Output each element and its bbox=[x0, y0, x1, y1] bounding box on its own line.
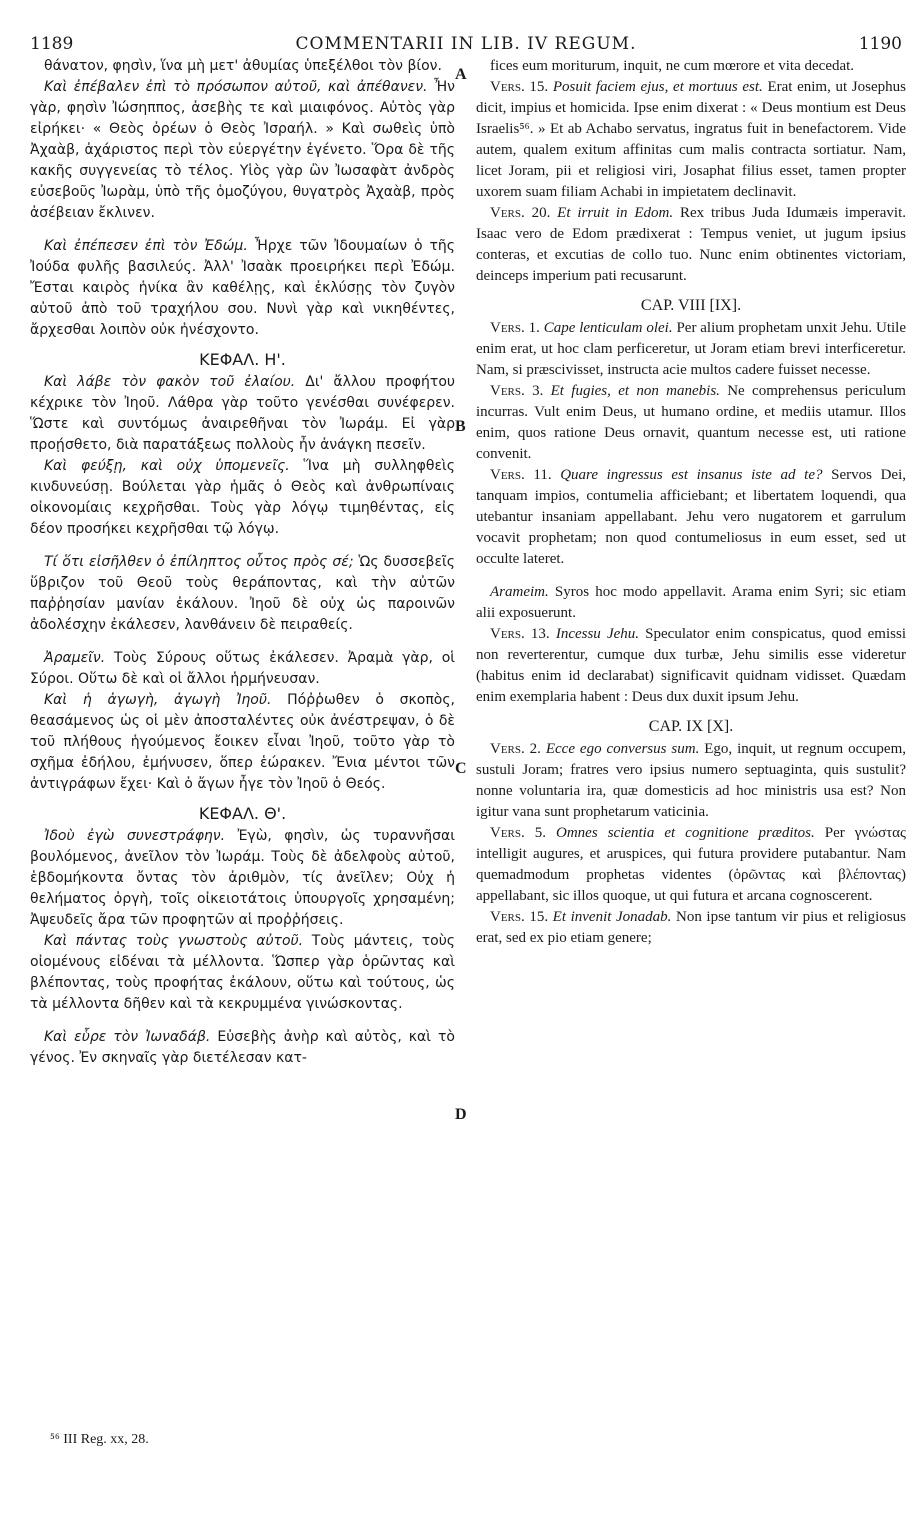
commentary-paragraph bbox=[476, 624, 906, 708]
commentary-paragraph bbox=[30, 1027, 455, 1069]
lemma: Posuit faciem ejus, et mortuus est. bbox=[548, 79, 763, 95]
commentary-paragraph bbox=[476, 56, 906, 77]
paragraph-text: Per alium prophetam unxit Jehu. Utile enim erat, ut hoc clam perficeretur, ut Joram etiam brevi interficeretur. Nam, si præscivisset, instructa acie multos cadere fuisset necesse. bbox=[476, 320, 907, 378]
chapter-heading bbox=[30, 803, 455, 824]
verse-number: Vers. 3. bbox=[490, 383, 544, 399]
commentary-paragraph bbox=[30, 690, 455, 795]
verse-number: Vers. 15. bbox=[490, 909, 549, 925]
commentary-paragraph bbox=[476, 582, 906, 624]
paragraph-text: Per γνώστας intelligit augures, et aruspices, qui futura providere putabantur. Nam quemadmodum prophetas videntes (ὁρῶντας καὶ βλέποντας) appellabant, sic illos quoque, ut qui futura et arcana cognoscerent. bbox=[476, 825, 906, 904]
lemma: Καὶ φεύξῃ, καὶ οὐχ ὑπομενεῖς. bbox=[44, 458, 290, 474]
paragraph-text: CAP. VIII [IX]. bbox=[640, 297, 742, 314]
lemma: Ἰδοὺ ἐγὼ συνεστράφην. bbox=[44, 828, 226, 844]
paragraph-text: Ἦν γὰρ, φησὶν Ἰώσηππος, ἀσεβὴς τε καὶ μιαιφόνος. Αὐτὸς γὰρ εἰρήκει· « Θεὸς ὀρέων ὁ Θεὸς Ἰσραήλ. » Καὶ σωθεὶς ὑπὸ Ἀχαὰβ, ἀχάριστος περὶ τὸν εὐεργέτην ἐγένετο. Ὅρα δὲ τῆς κακῆς συγγενείας τὸ τέλος. Υἱὸς γὰρ ὢν Ἰωσαφὰτ ἀνδρὸς εὐσεβοῦς Ἰωρὰμ, ὑπὸ τῆς ὁμοζύγου, θυγατρὸς Ἀχαὰβ, πρὸς ἀσέβειαν ἔκλινεν. bbox=[30, 79, 456, 221]
verse-number: Vers. 13. bbox=[490, 626, 550, 642]
paragraph-text: Ἐγὼ, φησὶν, ὡς τυραννῆσαι βουλόμενος, ἀνεῖλον τὸν Ἰωράμ. Τοὺς δὲ ἀδελφοὺς αὐτοῦ, ἑβδομήκοντα ὄντας τὸν ἀριθμὸν, τίς ἀνεῖλεν; Οὐχ ἡ θελήματος ὀργὴ, τοῖς οἰκειοτάτοις ὑπουργοῖς χρησαμένη; Ἀψευδεῖς ἄρα τῶν προφητῶν αἱ προῤῥήσεις. bbox=[30, 828, 455, 928]
commentary-paragraph bbox=[30, 56, 455, 77]
chapter-heading bbox=[476, 716, 906, 737]
margin-marker-b: B bbox=[455, 418, 466, 435]
lemma: Ecce ego conversus sum. bbox=[540, 741, 700, 757]
paragraph-text: θάνατον, φησὶν, ἵνα μὴ μετ' ἀθυμίας ὑπεξέλθοι τὸν βίον. bbox=[44, 58, 442, 74]
paragraph-text: Rex tribus Juda Idumæis imperavit. Isaac vero de Edom prædixerat : Tempus veniet, ut jugum ipsius conteras, et excutias de collo tuo. Nunc enim obtinentes victoriam, deinceps imperium pati recusarunt. bbox=[476, 205, 907, 284]
verse-number: Vers. 11. bbox=[490, 467, 552, 483]
paragraph-text: ΚΕΦΑΛ. Θ'. bbox=[198, 804, 287, 823]
page-number-left: 1189 bbox=[30, 34, 74, 54]
commentary-paragraph bbox=[476, 907, 906, 949]
paragraph-text: Ne comprehensus periculum incurras. Vult enim Deus, ut humano ordine, et mediis utamur. Illos enim, quos ratione Deus ornavit, quantum necesse est, uti ratione convenit. bbox=[476, 383, 906, 462]
lemma: Arameim. bbox=[490, 584, 549, 600]
paragraph-text: ΚΕΦΑΛ. Η'. bbox=[199, 350, 286, 369]
commentary-paragraph bbox=[476, 203, 906, 287]
paragraph-text: Ἦρχε τῶν Ἰδουμαίων ὁ τῆς Ἰούδα φυλῆς βασιλεύς. Ἀλλ' Ἰσαὰκ προειρήκει περὶ Ἐδώμ. Ἔσται καιρὸς ἡνίκα ἂν καθέλῃς, καὶ ἐκλύσῃς τὸν ζυγὸν αὐτοῦ ἀπὸ τοῦ τραχήλου σου. Νυνὶ γὰρ καὶ νικηθέντες, ἄρχεσθαι λοιπὸν οὐκ ἠνέσχοντο. bbox=[30, 238, 455, 338]
footnote: ⁵⁶ III Reg. xx, 28. bbox=[50, 1432, 149, 1447]
commentary-paragraph bbox=[30, 648, 455, 690]
verse-number: Vers. 5. bbox=[490, 825, 547, 841]
lemma: Ἀραμεῖν. bbox=[44, 650, 106, 666]
latin-column bbox=[476, 56, 906, 949]
commentary-paragraph bbox=[30, 552, 455, 636]
paragraph-text: Δι' ἄλλου προφήτου κέχρικε τὸν Ἰηοῦ. Λάθρα γὰρ τοῦτο γενέσθαι συνέφερεν. Ὥστε καὶ συντόμως ἀναιρεθῆναι τὸν Ἰωράμ. Εἰ γὰρ προῄσθετο, διὰ παρατάξεως πολλοὺς ἦν ἀνάγκη πεσεῖν. bbox=[30, 374, 455, 453]
page-number-right: 1190 bbox=[858, 34, 902, 54]
paragraph-text: Τοὺς Σύρους οὕτως ἐκάλεσεν. Ἀραμὰ γὰρ, οἱ Σύροι. Οὕτω δὲ καὶ οἱ ἄλλοι ἡρμήνευσαν. bbox=[30, 650, 455, 687]
lemma: Cape lenticulam olei. bbox=[539, 320, 673, 336]
commentary-paragraph bbox=[30, 931, 455, 1015]
lemma: Καὶ ἡ ἀγωγὴ, ἀγωγὴ Ἰηοῦ. bbox=[44, 692, 272, 708]
lemma: Καὶ ἐπέπεσεν ἐπὶ τὸν Ἐδώμ. bbox=[44, 238, 248, 254]
greek-column bbox=[30, 56, 455, 1069]
paragraph-text: fices eum moriturum, inquit, ne cum mœrore et vita decedat. bbox=[490, 58, 855, 74]
paragraph-text: Ἵνα μὴ συλληφθεὶς κινδυνεύσῃ. Βούλεται γὰρ ἡμᾶς ὁ Θεὸς καὶ ἀνθρωπίναις οἰκονομίαις κεχρῆσθαι. Τοὺς γὰρ λόγῳ τιμηθέντας, εἰς δέον προσήκει κεχρῆσθαι τῷ λόγῳ. bbox=[30, 458, 455, 537]
commentary-paragraph bbox=[476, 739, 906, 823]
verse-number: Vers. 2. bbox=[490, 741, 541, 757]
lemma: Incessu Jehu. bbox=[549, 626, 640, 642]
commentary-paragraph bbox=[476, 823, 906, 907]
paragraph-text: Syros hoc modo appellavit. Arama enim Syri; sic etiam alii exposuerunt. bbox=[476, 584, 906, 621]
lemma: Καὶ εὗρε τὸν Ἰωναδάβ. bbox=[44, 1029, 211, 1045]
lemma: Et invenit Jonadab. bbox=[548, 909, 672, 925]
lemma: Omnes scientia et cognitione præditos. bbox=[546, 825, 815, 841]
verse-number: Vers. 1. bbox=[490, 320, 540, 336]
lemma: Τί ὅτι εἰσῆλθεν ὁ ἐπίληπτος οὗτος πρὸς σέ; bbox=[44, 554, 354, 570]
running-title: COMMENTARII IN LIB. IV REGUM. bbox=[295, 34, 637, 54]
paragraph-text: Ὡς δυσσεβεῖς ὕβριζον τοῦ Θεοῦ τοὺς θεράποντας, καὶ τὴν αὐτῶν παῤῥησίαν μανίαν ἐκάλουν. Ἰηοῦ δὲ οὐχ ὡς παροινῶν ἀδολέσχην ἐκάλεσεν, λανθάνειν δὲ πειραθείς. bbox=[30, 554, 455, 633]
paragraph-text: CAP. IX [X]. bbox=[648, 718, 734, 735]
commentary-paragraph bbox=[30, 456, 455, 540]
commentary-paragraph bbox=[30, 826, 455, 931]
lemma: Et fugies, et non manebis. bbox=[543, 383, 720, 399]
margin-marker-d: D bbox=[455, 1106, 467, 1123]
paragraph-text: Speculator enim conspicatus, quod emissi non reverterentur, cumque dux turbæ, Jehu similis esse videretur (habitus enim id declarabat) significavit quidnam vidisset. Quædam enim exemplaria habent : Deus dux duxit ipsum Jehu. bbox=[476, 626, 906, 705]
paragraph-text: Non ipse tantum vir pius et religiosus erat, sed ex pio etiam genere; bbox=[476, 909, 906, 946]
chapter-heading bbox=[30, 349, 455, 370]
paragraph-text: Servos Dei, tanquam impios, contumelia afficiebant; et libertatem loquendi, qua utebantur insaniam appellabant. Jehu vero nugatorem et garrulum vocavit prophetam; non quod contumeliosus in eum esset, sed ut occulte lateret. bbox=[476, 467, 906, 567]
lemma: Καὶ ἐπέβαλεν ἐπὶ τὸ πρόσωπον αὐτοῦ, καὶ ἀπέθανεν. bbox=[44, 79, 428, 95]
verse-number: Vers. 15. bbox=[490, 79, 549, 95]
commentary-paragraph bbox=[476, 381, 906, 465]
paragraph-text: Τοὺς μάντεις, τοὺς οἰομένους εἰδέναι τὰ μέλλοντα. Ὥσπερ γὰρ ὁρῶντας καὶ βλέποντας, τοὺς προφήτας ἐκάλουν, οὕτω καὶ τούτους, ὡς τὰ μέλλοντα δῆθεν καὶ τὰ κεκρυμμένα γινώσκοντας. bbox=[30, 933, 456, 1012]
commentary-paragraph bbox=[30, 236, 455, 341]
commentary-paragraph bbox=[476, 465, 906, 570]
chapter-heading bbox=[476, 295, 906, 316]
paragraph-text: Erat enim, ut Josephus dicit, impius et homicida. Ipse enim dixerat : « Deus montium est Deus Israelis⁵⁶. » Et ab Achabo servatus, ingratus fuit in benefactorem. Vide autem, qualem exitum affinitas cum malis contracta sortiatur. Nam, licet Joram, pii et religiosi viri, Josaphat filius esset, tamen propter uxorem suam filiam Achabi in impietatem declinavit. bbox=[476, 79, 906, 200]
lemma: Et irruit in Edom. bbox=[550, 205, 674, 221]
commentary-paragraph bbox=[476, 318, 906, 381]
lemma: Καὶ λάβε τὸν φακὸν τοῦ ἐλαίου. bbox=[44, 374, 296, 390]
commentary-paragraph bbox=[476, 77, 906, 203]
lemma: Καὶ πάντας τοὺς γνωστοὺς αὐτοῦ. bbox=[44, 933, 304, 949]
margin-marker-a: A bbox=[455, 66, 467, 83]
margin-marker-c: C bbox=[455, 760, 467, 777]
paragraph-text: Ego, inquit, ut regnum occupem, sustuli Joram; fratres vero ipsius numero septuaginta, quis sustulit? nonne voluntaria ira, quæ domesticis ad hoc ministris usa est? Non igitur vana sunt prophetarum vaticinia. bbox=[476, 741, 907, 820]
paragraph-text: Πόῤῥωθεν ὁ σκοπὸς, θεασάμενος ὡς οἱ μὲν ἀποσταλέντες οὐκ ἀνέστρεψαν, ὁ δὲ τοῦ πλήθους ἡγούμενος ἔοικεν εἶναι Ἰηοῦ, τοῦτο γὰρ τὸ σχῆμα ἐδήλου, ἐμήνυσεν, ὅπερ ἑώρακεν. Ἔνια μέντοι τῶν ἀντιγράφων ἔχει· Καὶ ὁ ἄγων ἦγε τὸν Ἰηοῦ ὁ Θεός. bbox=[30, 692, 455, 792]
verse-number: Vers. 20. bbox=[490, 205, 551, 221]
commentary-paragraph bbox=[30, 372, 455, 456]
lemma: Quare ingressus est insanus iste ad te? bbox=[551, 467, 823, 483]
commentary-paragraph bbox=[30, 77, 455, 224]
paragraph-text: Εὐσεβὴς ἀνὴρ καὶ αὐτὸς, καὶ τὸ γένος. Ἐν σκηναῖς γὰρ διετέλεσαν κατ- bbox=[30, 1029, 456, 1066]
